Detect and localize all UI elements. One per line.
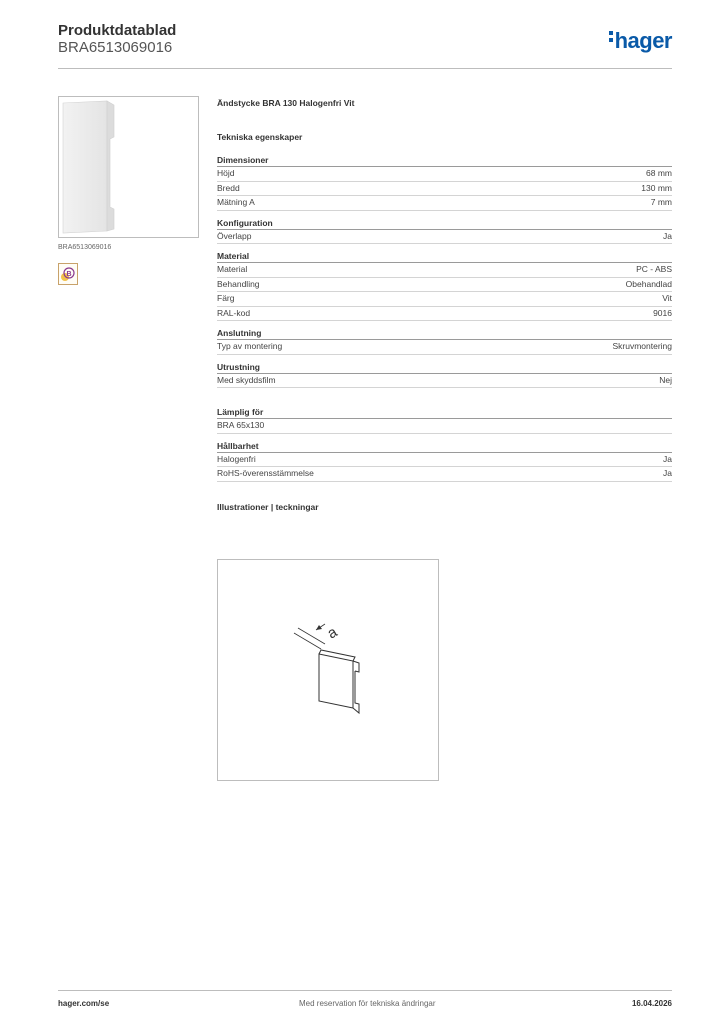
logo-colon-icon	[609, 31, 613, 45]
spec-value: 9016	[653, 307, 672, 318]
spec-row	[217, 263, 672, 278]
spec-value: Ja	[663, 453, 672, 464]
spec-content	[217, 96, 672, 524]
spec-row	[217, 467, 672, 482]
spec-group-title: Dimensioner	[217, 154, 672, 167]
spec-group-dimensioner	[217, 154, 672, 211]
document-title: Produktdatablad	[58, 22, 177, 39]
spec-group-utrustning	[217, 361, 672, 389]
footer-divider	[58, 990, 672, 991]
product-image	[58, 96, 199, 238]
spec-group-anslutning	[217, 327, 672, 355]
header-divider	[58, 68, 672, 69]
spec-label: Behandling	[217, 278, 260, 289]
product-name: Ändstycke BRA 130 Halogenfri Vit	[217, 98, 355, 108]
dimension-label: a	[324, 623, 341, 643]
svg-text:B: B	[66, 271, 72, 278]
spec-label: RAL-kod	[217, 307, 251, 318]
spec-group-title: Anslutning	[217, 327, 672, 340]
spec-value: Vit	[662, 293, 672, 303]
spec-label: Med skyddsfilm	[217, 374, 276, 385]
footer-date: 16.04.2026	[631, 999, 672, 1008]
spec-row	[217, 292, 672, 307]
spec-value: 130 mm	[641, 182, 672, 193]
spec-row	[217, 278, 672, 293]
spec-value: Skruvmontering	[612, 341, 672, 351]
spec-value: 68 mm	[646, 168, 672, 178]
spec-label: Halogenfri	[217, 453, 256, 464]
spec-label: Typ av montering	[217, 341, 283, 351]
illustrations-heading: Illustrationer | teckningar	[217, 501, 319, 512]
footer-note: Med reservation för tekniska ändringar	[299, 999, 436, 1008]
spec-group-hallbarhet	[217, 440, 672, 482]
technical-drawing	[217, 559, 439, 781]
spec-group-lamplig-for	[217, 406, 672, 434]
spec-row	[217, 307, 672, 322]
spec-label: RoHS-överensstämmelse	[217, 468, 314, 478]
page-header	[58, 22, 672, 70]
spec-row	[217, 167, 672, 182]
spec-label: Material	[217, 264, 248, 274]
spec-value: Ja	[663, 468, 672, 478]
spec-group-title: Konfiguration	[217, 217, 672, 230]
halogen-free-badge-icon	[58, 263, 78, 285]
spec-row	[217, 340, 672, 355]
spec-label: Färg	[217, 293, 235, 303]
spec-label: Bredd	[217, 182, 240, 193]
spec-group-title: Utrustning	[217, 361, 672, 374]
spec-label: Överlapp	[217, 230, 252, 241]
spec-group-material	[217, 250, 672, 321]
spec-row	[217, 374, 672, 389]
spec-row	[217, 419, 672, 434]
spec-row	[217, 182, 672, 197]
hager-logo	[609, 28, 672, 54]
end-cap-drawing-icon	[218, 560, 438, 780]
spec-label: BRA 65x130	[217, 420, 265, 430]
spec-row	[217, 230, 672, 245]
document-code: BRA6513069016	[58, 39, 173, 56]
spec-row	[217, 453, 672, 468]
spec-value: 7 mm	[650, 197, 672, 207]
spec-value: Nej	[659, 374, 672, 385]
image-caption: BRA6513069016	[58, 244, 112, 251]
spec-group-title: Material	[217, 250, 672, 263]
spec-group-konfiguration	[217, 217, 672, 245]
spec-label: Höjd	[217, 168, 235, 178]
spec-value: Obehandlad	[625, 278, 672, 289]
spec-row	[217, 196, 672, 211]
spec-label: Mätning A	[217, 197, 255, 207]
spec-value: PC - ABS	[636, 264, 672, 274]
spec-group-title: Hållbarhet	[217, 440, 672, 453]
spec-value: Ja	[663, 230, 672, 241]
specs-heading: Tekniska egenskaper	[217, 132, 303, 142]
logo-text: hager	[614, 28, 672, 53]
product-photo-icon	[59, 97, 198, 237]
footer-website: hager.com/se	[58, 999, 110, 1008]
spec-group-title: Lämplig för	[217, 406, 672, 419]
